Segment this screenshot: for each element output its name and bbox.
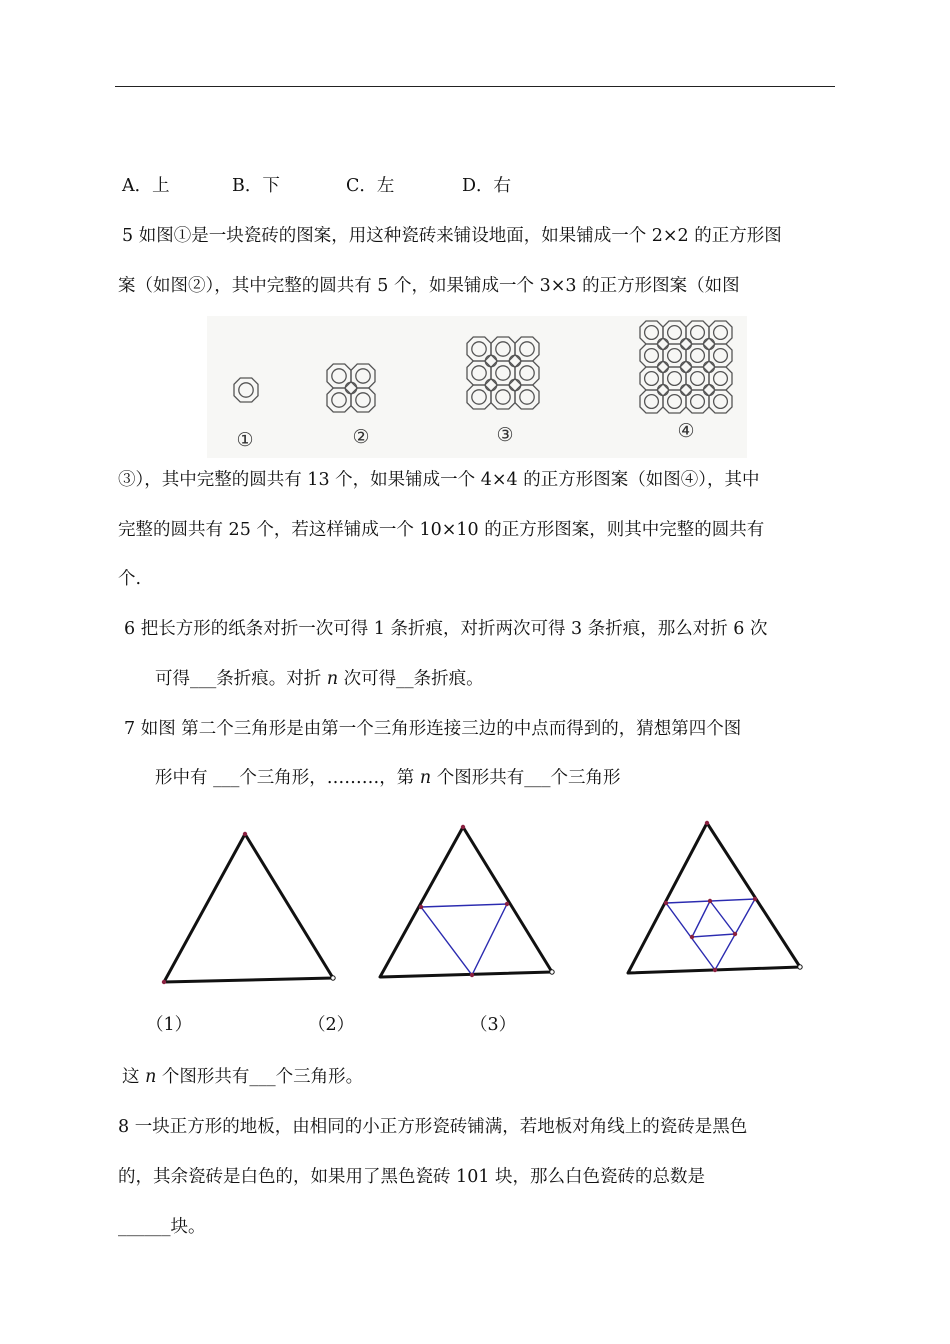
q6-n: n [326, 669, 339, 689]
tile-circle [714, 395, 728, 409]
junction-circle [657, 338, 668, 349]
tile-circle [496, 342, 510, 356]
q5-line-4: 完整的圆共有 25 个，若这样铺成一个 10×10 的正方形图案，则其中完整的圆共有 [118, 520, 765, 540]
tile-circle [691, 372, 705, 386]
tile-octagon [640, 344, 663, 367]
q5-line-1: 5 如图①是一块瓷砖的图案，用这种瓷砖来铺设地面，如果铺成一个 2×2 的正方形图 [122, 226, 782, 246]
tile-octagon [686, 344, 709, 367]
tile-octagon [640, 367, 663, 390]
tile-circle [239, 383, 253, 397]
option-c: C．左 [346, 176, 395, 196]
tile-octagon [663, 344, 686, 367]
tile-circle [668, 372, 682, 386]
tile-circle [332, 393, 346, 407]
tile-octagon [663, 390, 686, 413]
q8-line-3: ______块。 [118, 1217, 206, 1237]
tile-circle [332, 369, 346, 383]
tile-circle [520, 366, 534, 380]
junction-circle [485, 379, 497, 391]
tile-octagon [686, 367, 709, 390]
q7-n: n [419, 768, 432, 788]
tile-pattern-svg [207, 316, 747, 458]
tile-figure-4 [640, 321, 732, 442]
tile-circle [356, 393, 370, 407]
tile-octagon [663, 321, 686, 344]
tile-octagon [515, 385, 539, 409]
tile-circle [472, 366, 486, 380]
q7-line-2a: 形中有 ___个三角形，………，第 [155, 768, 420, 788]
tile-circle [668, 349, 682, 363]
tile-circle [520, 390, 534, 404]
tile-figure-1 [234, 378, 258, 451]
tile-octagon [640, 390, 663, 413]
q8-line-2: 的，其余瓷砖是白色的，如果用了黑色瓷砖 101 块，那么白色瓷砖的总数是 [118, 1167, 706, 1187]
tile-circle [496, 390, 510, 404]
tile-octagon [515, 337, 539, 361]
tile-octagon [709, 367, 732, 390]
tile-octagon [467, 361, 491, 385]
tile-circle [356, 369, 370, 383]
tile-octagon [686, 390, 709, 413]
tile-octagon [686, 321, 709, 344]
tile-figure-label: ③ [496, 424, 514, 446]
tile-figure-2 [327, 364, 375, 448]
tile-octagon [327, 364, 351, 388]
q7-tail [122, 1065, 363, 1089]
option-a: A．上 [122, 176, 170, 196]
tile-circle [645, 326, 659, 340]
junction-circle [509, 355, 521, 367]
q5-line-2: 案（如图②），其中完整的圆共有 5 个，如果铺成一个 3×3 的正方形图案（如图 [118, 276, 740, 296]
junction-circle [509, 379, 521, 391]
tile-octagon [327, 388, 351, 412]
q7-tail-n: n [145, 1067, 157, 1087]
tile-octagon [351, 388, 375, 412]
tile-octagon [663, 367, 686, 390]
figure-caption-3: （3） [470, 1015, 517, 1035]
figure-caption-1: （1） [146, 1015, 193, 1035]
tile-octagon [234, 378, 258, 402]
q7-line-1: 7 如图 第二个三角形是由第一个三角形连接三边的中点而得到的，猜想第四个图 [124, 719, 742, 739]
triangle-figures [150, 815, 820, 999]
tile-circle [691, 349, 705, 363]
q8-line-1: 8 一块正方形的地板，由相同的小正方形瓷砖铺满，若地板对角线上的瓷砖是黑色 [118, 1117, 748, 1137]
tile-circle [472, 342, 486, 356]
tile-circle [714, 372, 728, 386]
tile-figure-3 [467, 337, 539, 446]
option-b: B．下 [232, 176, 280, 196]
tile-circle [496, 366, 510, 380]
q7-tail-b: 个图形共有___个三角形。 [156, 1067, 364, 1087]
tile-octagon [709, 321, 732, 344]
tile-pattern-figure [207, 316, 747, 458]
tile-circle [668, 326, 682, 340]
q7-line-2b: 个图形共有___个三角形 [431, 768, 621, 788]
q5-line-5: 个. [118, 569, 142, 589]
junction-circle [680, 338, 691, 349]
tile-circle [691, 326, 705, 340]
tile-circle [645, 349, 659, 363]
tile-octagon [467, 385, 491, 409]
tile-circle [472, 390, 486, 404]
tile-circle [520, 342, 534, 356]
tile-octagon [467, 337, 491, 361]
header-rule [115, 86, 835, 87]
tile-figure-label: ④ [677, 420, 695, 442]
tile-octagon [491, 361, 515, 385]
triangle-figures-svg [150, 815, 820, 995]
tile-figure-label: ① [236, 429, 254, 451]
q6-line-2a: 可得___条折痕。对折 [155, 669, 327, 689]
q5-line-3: ③），其中完整的圆共有 13 个，如果铺成一个 4×4 的正方形图案（如图④），其中 [118, 470, 760, 490]
q7-tail-a: 这 [122, 1067, 146, 1087]
tile-octagon [491, 385, 515, 409]
junction-circle [345, 382, 357, 394]
q7-line-2 [155, 766, 620, 790]
junction-circle [680, 384, 691, 395]
junction-circle [485, 355, 497, 367]
tile-circle [691, 395, 705, 409]
tile-circle [714, 349, 728, 363]
junction-circle [703, 361, 714, 372]
tile-octagon [709, 344, 732, 367]
tile-figure-label: ② [352, 426, 370, 448]
triangle-figure-2 [380, 825, 554, 977]
junction-circle [703, 338, 714, 349]
junction-circle [657, 384, 668, 395]
tile-octagon [709, 390, 732, 413]
tile-circle [714, 326, 728, 340]
tile-octagon [515, 361, 539, 385]
triangle-figure-1 [162, 832, 335, 984]
tile-circle [668, 395, 682, 409]
junction-circle [680, 361, 691, 372]
figure-caption-2: （2） [308, 1015, 355, 1035]
tile-circle [645, 395, 659, 409]
q6-line-2b: 次可得__条折痕。 [338, 669, 484, 689]
q6-line-1: 6 把长方形的纸条对折一次可得 1 条折痕，对折两次可得 3 条折痕，那么对折 6 次 [124, 619, 768, 639]
option-d: D．右 [462, 176, 512, 196]
tile-octagon [640, 321, 663, 344]
triangle-figure-3 [628, 821, 802, 973]
tile-circle [645, 372, 659, 386]
tile-octagon [351, 364, 375, 388]
q6-line-2 [155, 667, 484, 691]
junction-circle [657, 361, 668, 372]
tile-octagon [491, 337, 515, 361]
junction-circle [703, 384, 714, 395]
